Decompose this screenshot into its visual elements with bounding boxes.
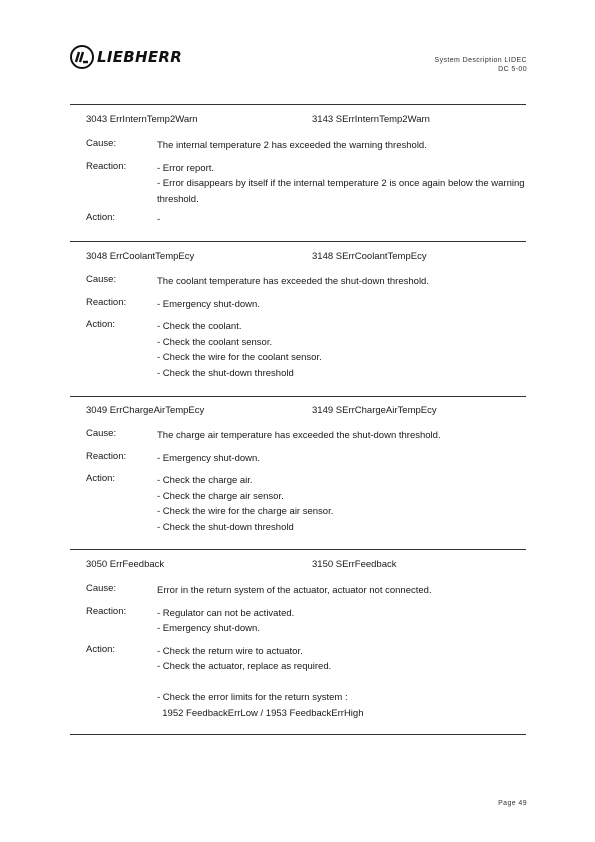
- cause-label: Cause:: [86, 274, 117, 285]
- list-item: - Regulator can not be activated.: [157, 607, 295, 619]
- reaction-list: [157, 606, 538, 637]
- list-item: - Emergency shut-down.: [157, 452, 260, 464]
- cause-text: The charge air temperature has exceeded the shut-down threshold.: [157, 430, 441, 441]
- section-divider: [70, 396, 526, 397]
- reaction-label: Reaction:: [86, 160, 127, 172]
- action-list: [157, 212, 538, 228]
- list-item: - Check the return wire to actuator.: [157, 645, 303, 657]
- list-item: - Check the coolant.: [157, 321, 242, 332]
- list-item: - Emergency shut-down.: [157, 623, 260, 634]
- section-divider: [70, 104, 526, 105]
- secondary-error-code: 3150 SErrFeedback: [312, 559, 397, 570]
- reaction-label: Reaction:: [86, 296, 127, 308]
- action-list: [157, 644, 538, 722]
- action-row: [86, 319, 538, 381]
- document-header: [435, 56, 527, 74]
- secondary-error-code: 3143 SErrInternTemp2Warn: [312, 114, 430, 125]
- reaction-list: [157, 161, 538, 208]
- action-label: Action:: [86, 643, 116, 655]
- section-divider: [70, 734, 526, 735]
- list-item: - Check the charge air sensor.: [157, 490, 284, 502]
- reaction-list: [157, 297, 538, 313]
- reaction-label: Reaction:: [86, 605, 127, 617]
- cause-text: The internal temperature 2 has exceeded the warning threshold.: [157, 140, 427, 151]
- cause-text: Error in the return system of the actuator, actuator not connected.: [157, 585, 432, 596]
- list-item: [157, 675, 538, 691]
- cause-row: [86, 428, 538, 444]
- error-code: 3050 ErrFeedback: [86, 559, 165, 570]
- page-number: Page 49: [498, 800, 527, 807]
- list-item: 1952 FeedbackErrLow / 1953 FeedbackErrHigh: [157, 707, 364, 719]
- section-divider: [70, 241, 526, 242]
- error-code-row: [86, 405, 538, 419]
- cause-label: Cause:: [86, 138, 117, 149]
- cause-text: The coolant temperature has exceeded the shut-down threshold.: [157, 276, 429, 287]
- error-code-row: [86, 559, 538, 573]
- action-label: Action:: [86, 319, 116, 330]
- reaction-row: [86, 161, 538, 208]
- reaction-row: [86, 606, 538, 637]
- error-code-row: [86, 114, 538, 128]
- reaction-row: [86, 297, 538, 313]
- error-code-row: [86, 251, 538, 265]
- error-code: 3049 ErrChargeAirTempEcy: [86, 405, 205, 416]
- action-list: [157, 473, 538, 535]
- list-item: - Check the wire for the coolant sensor.: [157, 352, 322, 363]
- section-divider: [70, 549, 526, 550]
- list-item: - Check the shut-down threshold: [157, 367, 294, 379]
- action-row: [86, 644, 538, 722]
- action-label: Action:: [86, 473, 116, 484]
- list-item: - Check the coolant sensor.: [157, 336, 273, 348]
- cause-label: Cause:: [86, 583, 117, 594]
- secondary-error-code: 3149 SErrChargeAirTempEcy: [312, 405, 437, 416]
- reaction-label: Reaction:: [86, 450, 127, 462]
- action-list: [157, 319, 538, 381]
- list-item: - Check the actuator, replace as required.: [157, 661, 332, 672]
- action-label: Action:: [86, 212, 116, 223]
- document-title: System Description LIDEC: [434, 57, 527, 64]
- cause-label: Cause:: [86, 428, 117, 439]
- list-item: - Check the shut-down threshold: [157, 521, 294, 533]
- action-row: [86, 212, 538, 228]
- cause-row: [86, 583, 538, 599]
- error-section-3048: [86, 251, 538, 381]
- document-code: DC 5-00: [498, 66, 527, 73]
- reaction-list: [157, 451, 538, 467]
- error-code: 3043 ErrInternTemp2Warn: [86, 114, 198, 125]
- error-section-3049: [86, 405, 538, 535]
- liebherr-logo: [70, 44, 182, 70]
- cause-row: [86, 138, 538, 154]
- brand-name: LIEBHERR: [97, 48, 183, 66]
- reaction-row: [86, 451, 538, 467]
- list-item: - Error report.: [157, 162, 215, 174]
- error-section-3050: [86, 559, 538, 721]
- list-item: - Emergency shut-down.: [157, 298, 260, 310]
- list-item: - Check the charge air.: [157, 475, 253, 486]
- error-code: 3048 ErrCoolantTempEcy: [86, 251, 195, 262]
- list-item: - Check the wire for the charge air sensor.: [157, 506, 334, 517]
- list-item: - Error disappears by itself if the internal temperature 2 is once again below the warning threshold.: [157, 178, 525, 205]
- action-row: [86, 473, 538, 535]
- list-item: - Check the error limits for the return system :: [157, 692, 348, 703]
- secondary-error-code: 3148 SErrCoolantTempEcy: [312, 251, 427, 262]
- list-item: -: [157, 214, 161, 225]
- cause-row: [86, 274, 538, 290]
- liebherr-emblem-icon: [70, 45, 94, 69]
- error-section-3043: [86, 114, 538, 228]
